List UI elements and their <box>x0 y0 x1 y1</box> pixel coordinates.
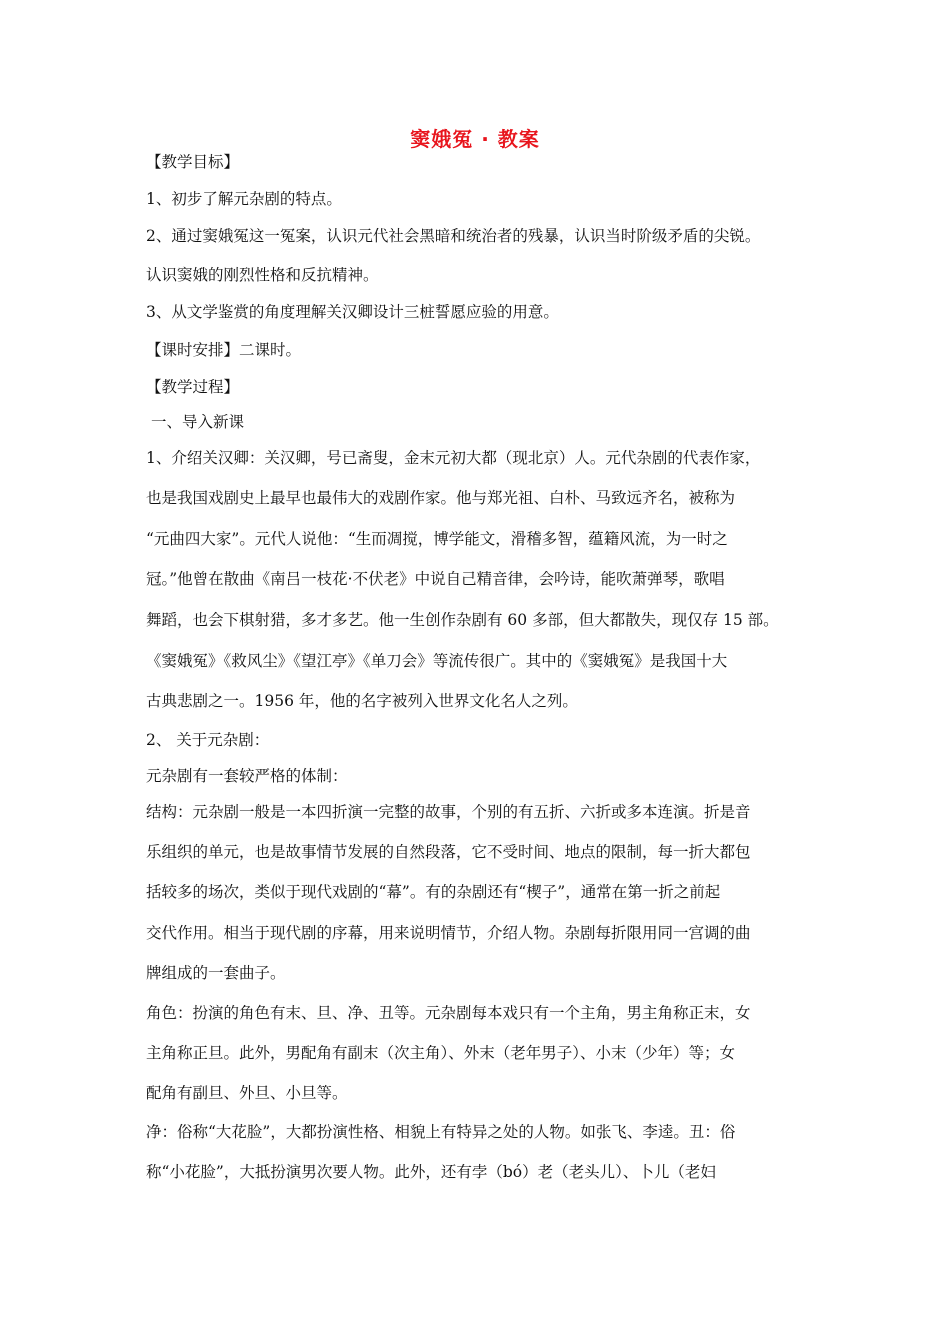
section-heading-objectives: 【教学目标】 <box>146 153 240 171</box>
paragraph-line: 角色：扮演的角色有末、旦、净、丑等。元杂剧每本戏只有一个主角，男主角称正末，女 <box>146 1004 751 1022</box>
subheading-intro: 一、导入新课 <box>151 413 245 431</box>
paragraph-line: 主角称正旦。此外，男配角有副末（次主角）、外末（老年男子）、小末（少年）等；女 <box>146 1044 736 1062</box>
objective-2: 2、通过窦娥冤这一冤案，认识元代社会黑暗和统治者的残暴，认识当时阶级矛盾的尖锐。 <box>146 227 761 245</box>
paragraph-line: 乐组织的单元，也是故事情节发展的自然段落，它不受时间、地点的限制，每一折大都包 <box>146 843 751 861</box>
section-heading-process: 【教学过程】 <box>146 378 240 396</box>
objective-1: 1、初步了解元杂剧的特点。 <box>146 190 342 208</box>
objective-3: 3、从文学鉴赏的角度理解关汉卿设计三桩誓愿应验的用意。 <box>146 303 559 321</box>
paragraph-line: 1、介绍关汉卿：关汉卿，号已斋叟，金末元初大都（现北京）人。元代杂剧的代表作家， <box>146 449 761 467</box>
paragraph-line: 冠。”他曾在散曲《南吕一枝花·不伏老》中说自己精音律，会吟诗，能吹萧弹琴，歌唱 <box>146 570 725 588</box>
objective-2-continued: 认识窦娥的刚烈性格和反抗精神。 <box>146 266 379 284</box>
paragraph-line: 古典悲剧之一。1956 年，他的名字被列入世界文化名人之列。 <box>146 692 578 710</box>
paragraph-line: 结构：元杂剧一般是一本四折演一完整的故事，个别的有五折、六折或多本连演。折是音 <box>146 803 751 821</box>
paragraph-line: 称“小花脸”，大抵扮演男次要人物。此外，还有孛（bó）老（老头儿）、卜儿（老妇 <box>146 1163 716 1181</box>
paragraph-line: 也是我国戏剧史上最早也最伟大的戏剧作家。他与郑光祖、白朴、马致远齐名，被称为 <box>146 489 736 507</box>
paragraph-line: 净：俗称“大花脸”，大都扮演性格、相貌上有特异之处的人物。如张飞、李逵。丑：俗 <box>146 1123 736 1141</box>
subheading-yuan-zaju: 2、 关于元杂剧： <box>146 731 270 749</box>
paragraph-line: 元杂剧有一套较严格的体制： <box>146 767 348 785</box>
paragraph-line: 交代作用。相当于现代剧的序幕，用来说明情节，介绍人物。杂剧每折限用同一宫调的曲 <box>146 924 751 942</box>
paragraph-line: 牌组成的一套曲子。 <box>146 964 286 982</box>
paragraph-line: 《窦娥冤》《救风尘》《望江亭》《单刀会》等流传很广。其中的《窦娥冤》是我国十大 <box>146 652 728 670</box>
paragraph-line: “元曲四大家”。元代人说他：“生而凋搅，博学能文，滑稽多智，蕴籍风流，为一时之 <box>146 530 728 548</box>
page-title: 窦娥冤 · 教案 <box>410 127 540 151</box>
paragraph-line: 舞蹈，也会下棋射猎，多才多艺。他一生创作杂剧有 60 多部，但大都散失，现仅存 15 部。 <box>146 611 779 629</box>
paragraph-line: 配角有副旦、外旦、小旦等。 <box>146 1084 348 1102</box>
paragraph-line: 括较多的场次，类似于现代戏剧的“幕”。有的杂剧还有“楔子”，通常在第一折之前起 <box>146 883 721 901</box>
section-heading-schedule: 【课时安排】二课时。 <box>146 341 302 359</box>
